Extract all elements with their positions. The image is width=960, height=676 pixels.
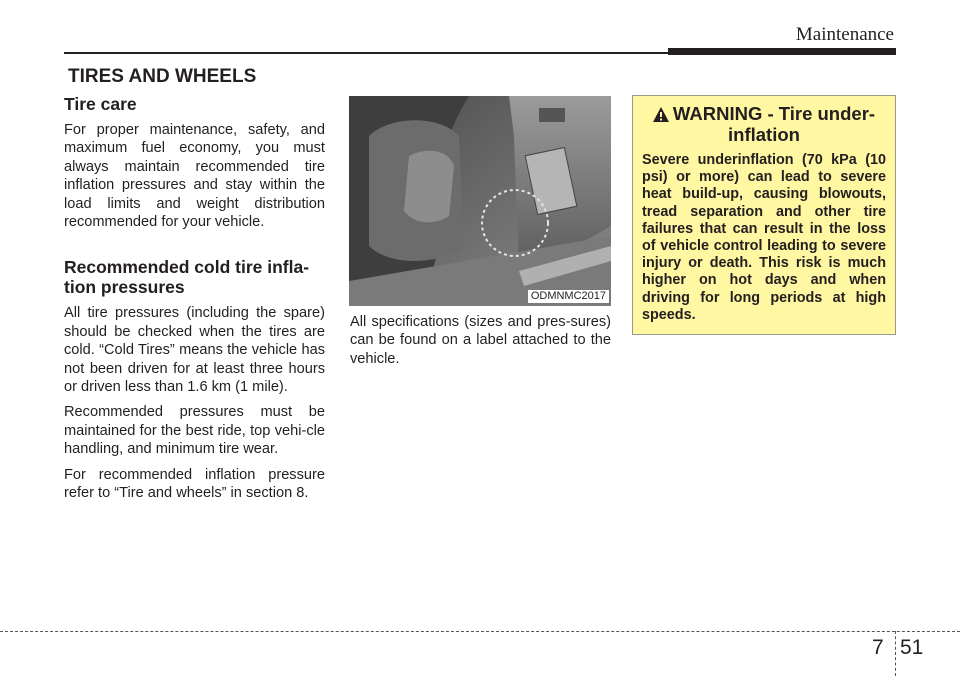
chapter-number: 7 <box>872 636 884 659</box>
footer-rule <box>0 631 960 632</box>
warning-triangle-icon <box>653 106 669 125</box>
header-bar <box>668 48 896 55</box>
warning-title-text: WARNING - Tire under- inflation <box>672 103 876 145</box>
tire-care-paragraph: For proper maintenance, safety, and maximum fuel economy, you must always maintain recommended tire inflation pressures and stay within the load limits and weight distribution recommended for your vehicle. <box>64 122 325 231</box>
recommended-paragraph-1: All tire pressures (including the spare) should be checked when the tires are cold. “Cold Tires” means the vehicle has not been driven for at least three hours or driven less than 1.6 km (1 mile). <box>64 305 325 396</box>
header-running-title: Maintenance <box>795 24 894 45</box>
warning-box <box>632 95 896 335</box>
page-number: 51 <box>900 636 924 659</box>
tire-label-photo <box>349 96 611 306</box>
tire-care-heading: Tire care <box>64 94 137 114</box>
warning-title <box>642 104 886 144</box>
recommended-paragraph-3: For recommended inflation pressure refer to “Tire and wheels” in section 8. <box>64 466 325 502</box>
recommended-paragraph-2: Recommended pressures must be maintained for the best ride, top vehi-cle handling, and minimum tire wear. <box>64 404 325 458</box>
header-rule <box>64 52 668 54</box>
figure-text: All specifications (sizes and pres-sures) can be found on a label attached to the vehicle. <box>350 314 611 367</box>
warning-body: Severe underinflation (70 kPa (10 psi) or more) can lead to severe heat build-up, causing blowouts, tread separation and other tire failures that can result in the loss of vehicle control leading to severe injury or death. This risk is much higher on hot days and when driving for long periods at high speeds. <box>642 152 886 323</box>
recommended-heading: Recommended cold tire infla- tion pressures <box>64 257 310 298</box>
figure-caption: ODMNMC2017 <box>528 290 609 303</box>
left-column <box>64 94 325 503</box>
section-title: TIRES AND WHEELS <box>68 66 257 87</box>
footer-divider <box>895 631 896 676</box>
